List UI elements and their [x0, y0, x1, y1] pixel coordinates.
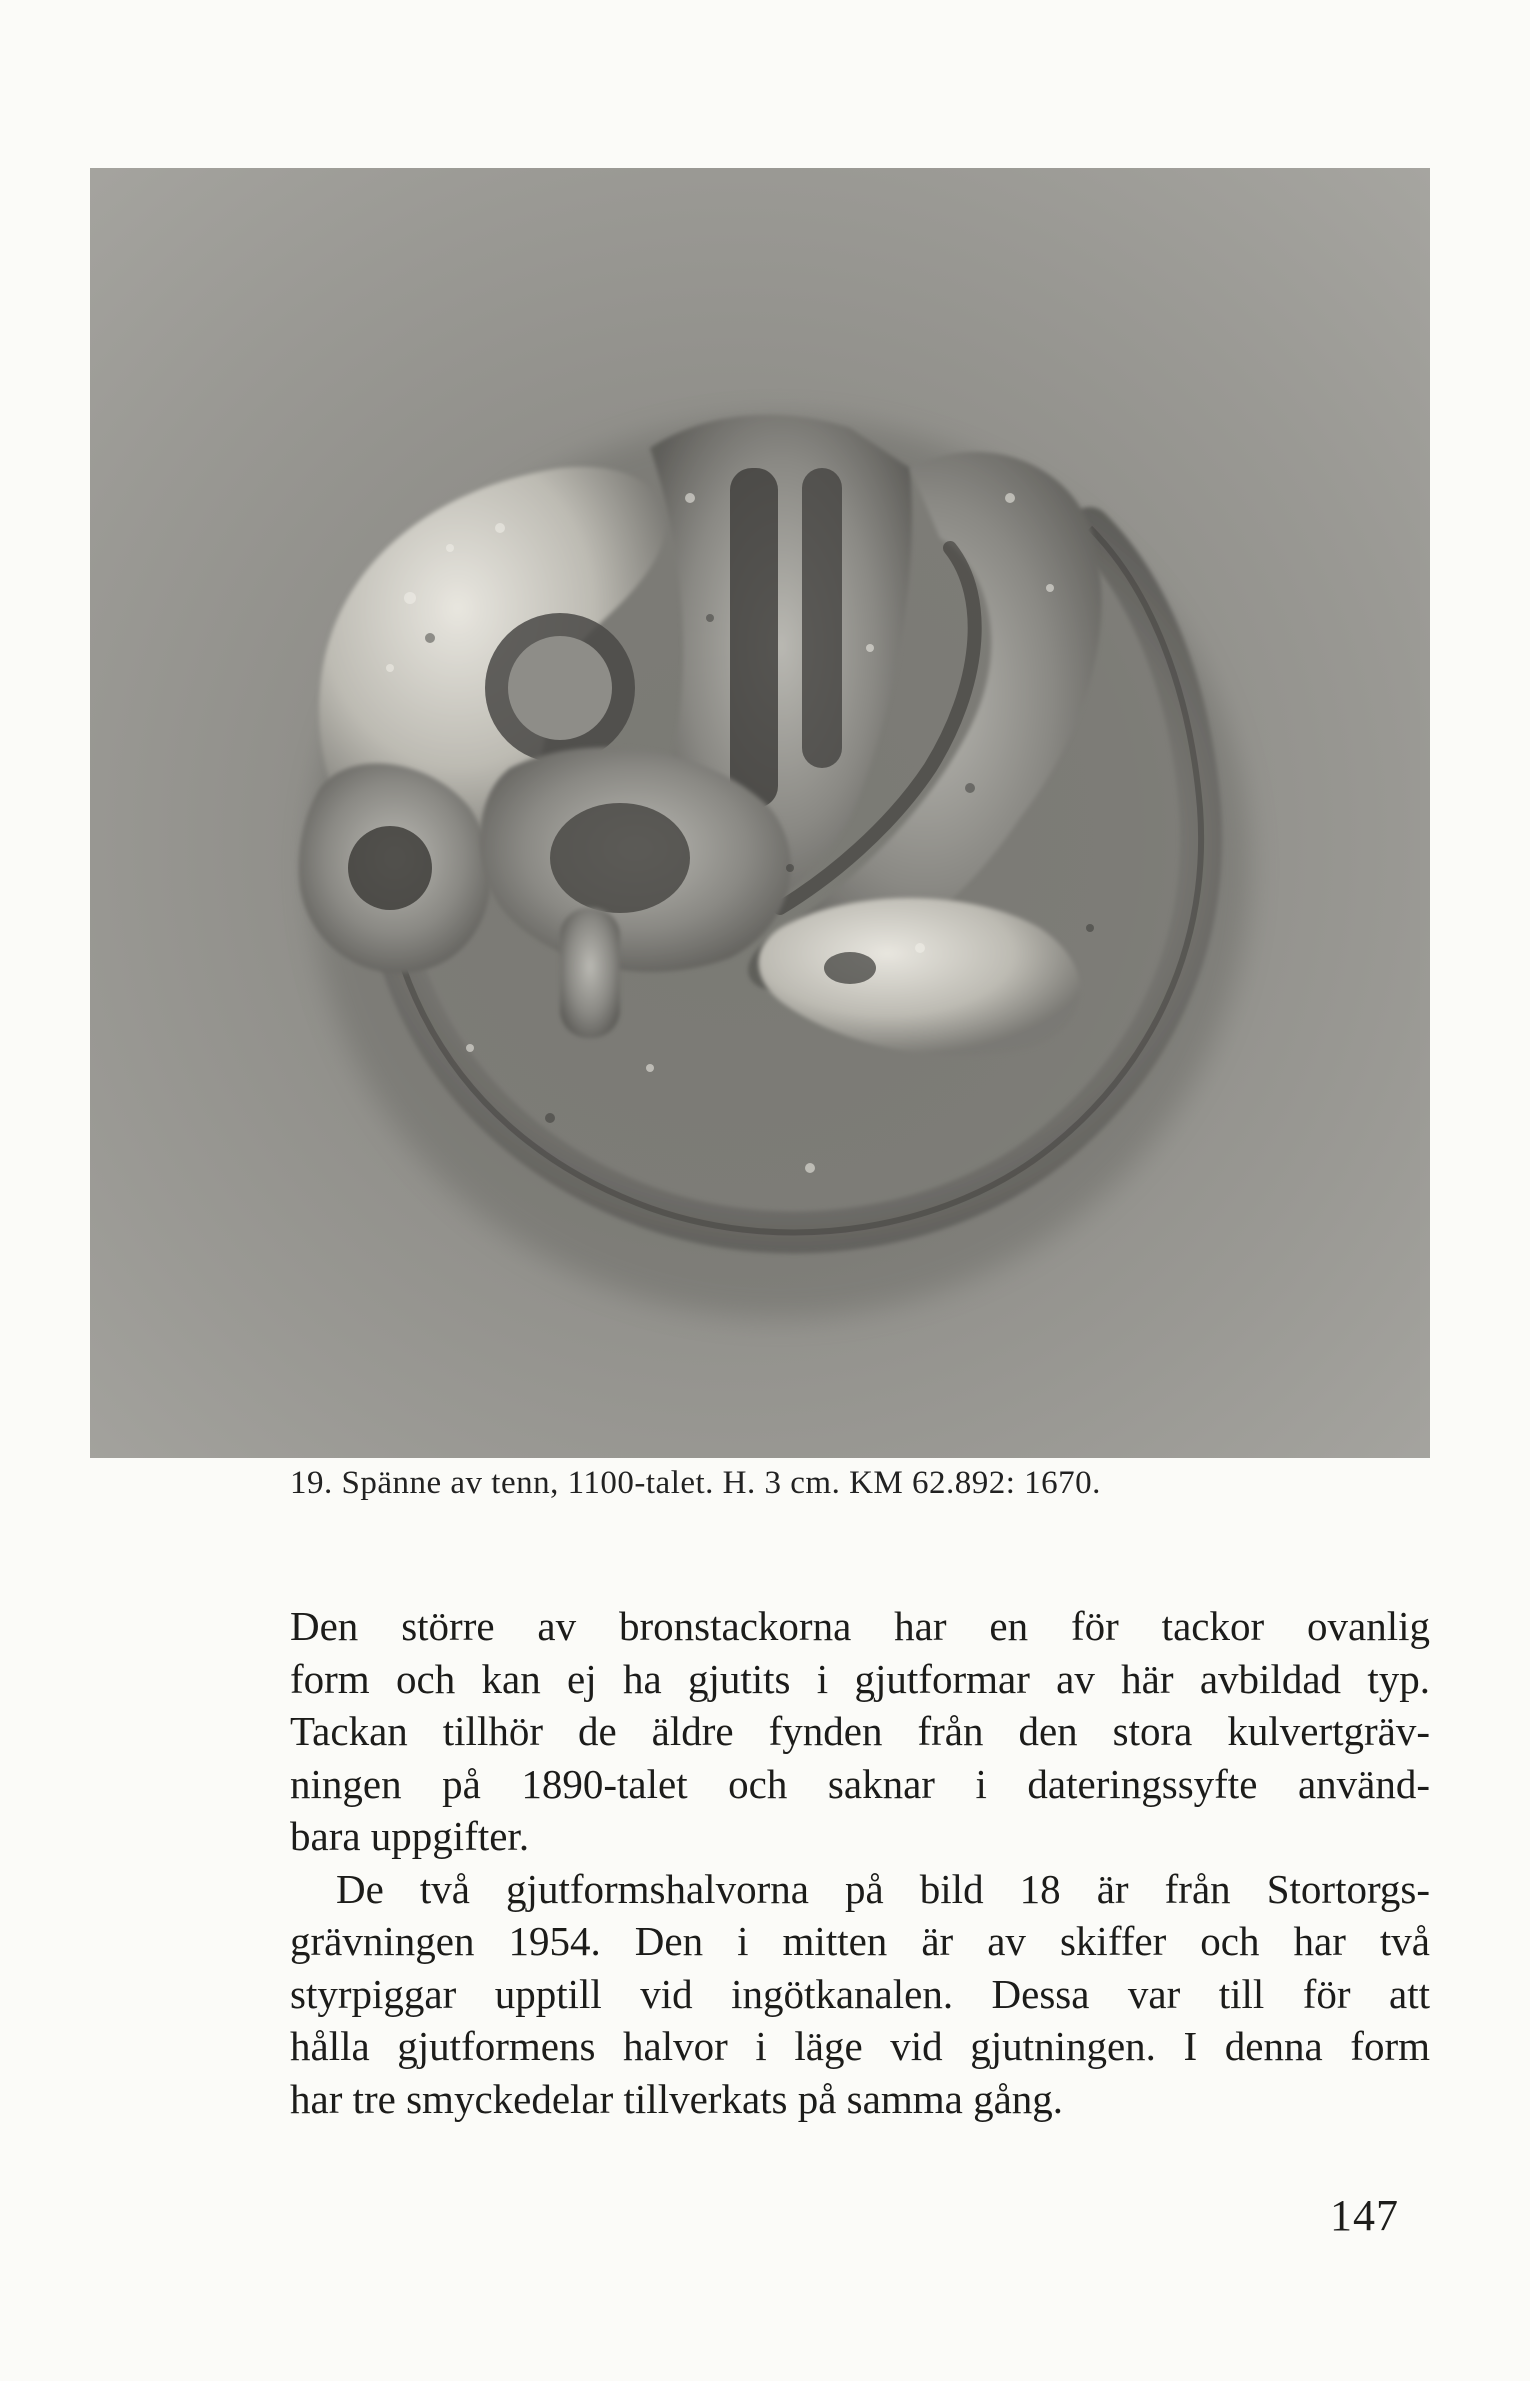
text-line: bara uppgifter. — [290, 1813, 530, 1859]
text-line: Den större av bronstackorna har en för tackor ovanlig — [290, 1603, 1430, 1649]
paragraph-1 — [290, 1600, 1430, 1863]
text-line: hålla gjutformens halvor i läge vid gjutningen. I denna form — [290, 2023, 1430, 2069]
text-line: form och kan ej ha gjutits i gjutformar av här avbildad typ. — [290, 1655, 1430, 1702]
text-line: De två gjutformshalvorna på bild 18 är från Stortorgs- — [336, 1865, 1430, 1912]
text-line: ningen på 1890-talet och saknar i dateringssyfte använd- — [290, 1760, 1430, 1807]
figure-caption: 19. Spänne av tenn, 1100-talet. H. 3 cm. KM 62.892: 1670. — [290, 1465, 1101, 1501]
paragraph-2 — [290, 1863, 1430, 2126]
text-line: grävningen 1954. Den i mitten är av skiffer och har två — [290, 1918, 1430, 1964]
text-line: har tre smyckedelar tillverkats på samma gång. — [290, 2075, 1064, 2122]
brooch-photograph — [90, 168, 1430, 1458]
body-text — [290, 1600, 1430, 2125]
text-line: Tackan tillhör de äldre fynden från den stora kulvertgräv- — [290, 1708, 1430, 1754]
text-line: styrpiggar upptill vid ingötkanalen. Dessa var till för att — [290, 1970, 1430, 2017]
pewter-brooch-image — [90, 168, 1430, 1458]
page-number: 147 — [1330, 2191, 1399, 2240]
